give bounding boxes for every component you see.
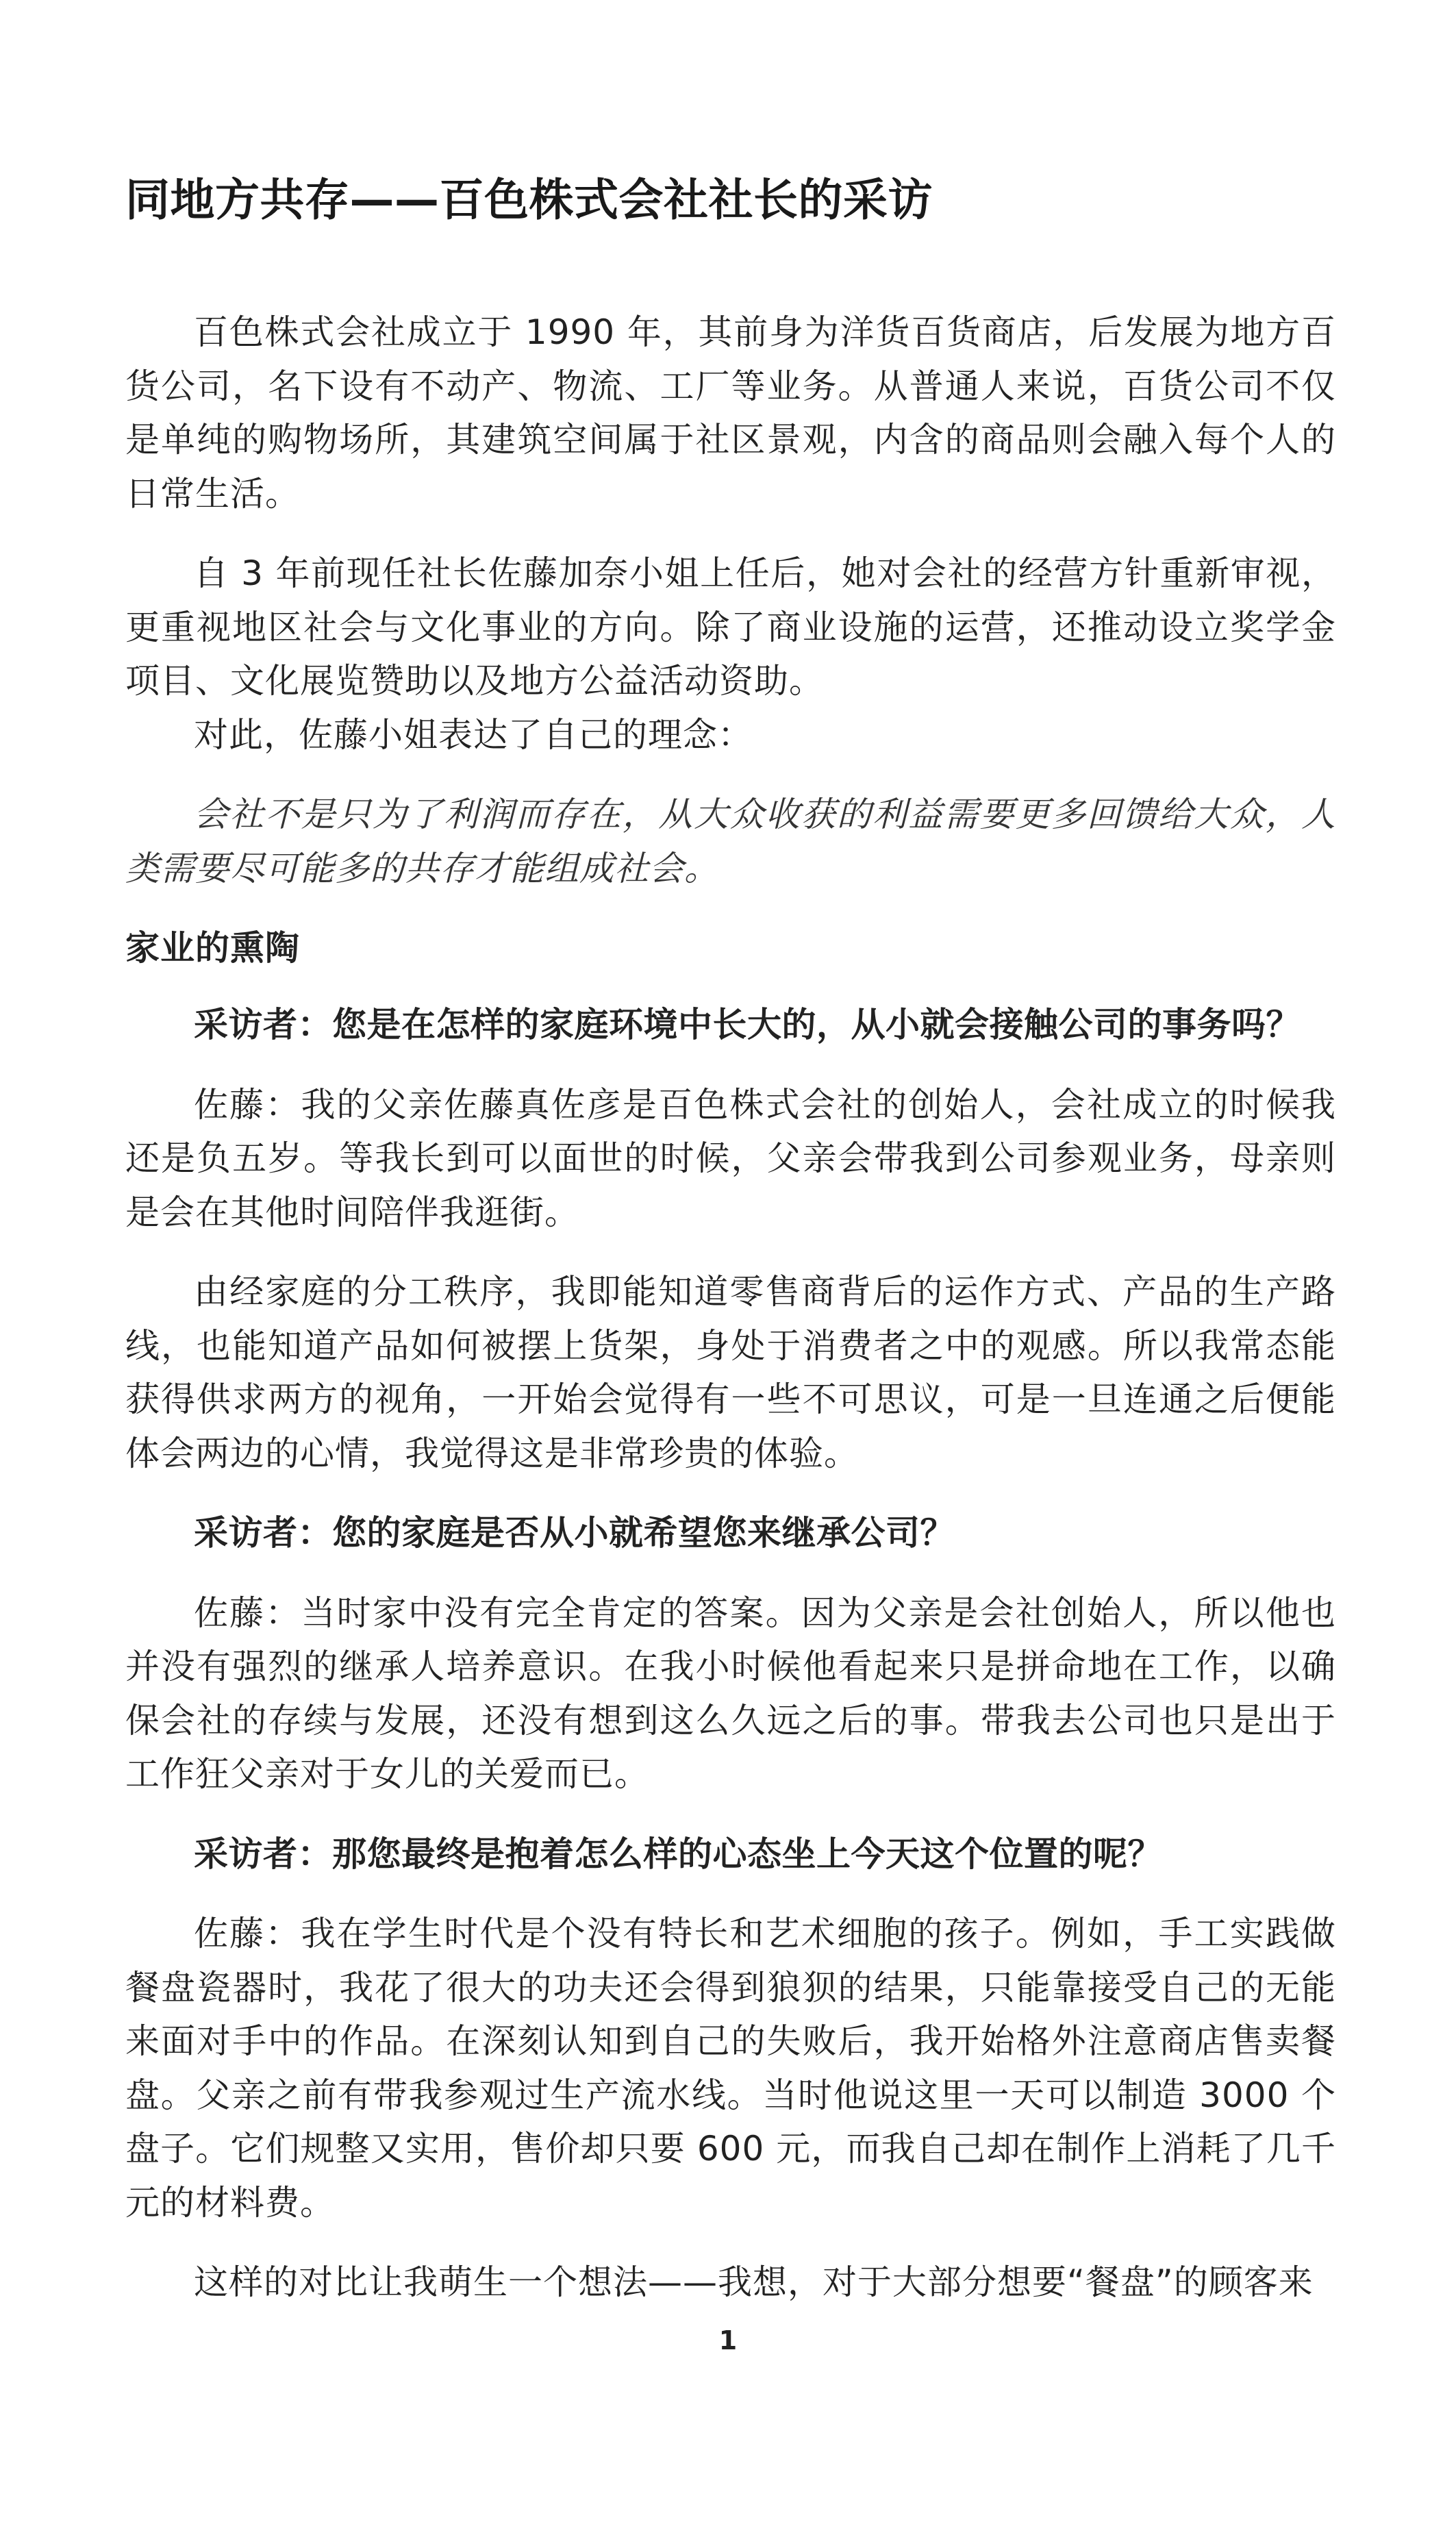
interview-answer: 佐藤：我的父亲佐藤真佐彦是百色株式会社的创始人，会社成立的时候我还是负五岁。等我长到可以面世的时候，父亲会带我到公司参观业务，母亲则是会在其他时间陪伴我逛街。 (125, 1084, 1336, 1232)
interview-answer: 这样的对比让我萌生一个想法——我想，对于大部分想要“餐盘”的顾客来 (194, 2262, 1314, 2302)
section-heading: 家业的熏陶 (125, 928, 300, 968)
interview-question: 采访者：您的家庭是否从小就希望您来继承公司？ (194, 1513, 955, 1553)
interview-question: 采访者：那您最终是抱着怎么样的心态坐上今天这个位置的呢？ (194, 1834, 1162, 1874)
intro-paragraph-2: 自 3 年前现任社长佐藤加奈小姐上任后，她对会社的经营方针重新审视，更重视地区社会与文化事业的方向。除了商业设施的运营，还推动设立奖学金项目、文化展览赞助以及地方公益活动资助。 (125, 553, 1336, 701)
intro-paragraph-1: 百色株式会社成立于 1990 年，其前身为洋货百货商店，后发展为地方百货公司，名下设有不动产、物流、工厂等业务。从普通人来说，百货公司不仅是单纯的购物场所，其建筑空间属于社区景观，内含的商品则会融入每个人的日常生活。 (125, 312, 1336, 514)
interview-answer: 佐藤：当时家中没有完全肯定的答案。因为父亲是会社创始人，所以他也并没有强烈的继承人培养意识。在我小时候他看起来只是拼命地在工作，以确保会社的存续与发展，还没有想到这么久远之后的事。带我去公司也只是出于工作狂父亲对于女儿的关爱而已。 (125, 1592, 1336, 1794)
intro-paragraph-3: 对此，佐藤小姐表达了自己的理念： (194, 714, 753, 755)
president-quote: 会社不是只为了利润而存在，从大众收获的利益需要更多回馈给大众，人类需要尽可能多的共存才能组成社会。 (125, 795, 1336, 888)
interview-answer: 由经家庭的分工秩序，我即能知道零售商背后的运作方式、产品的生产路线，也能知道产品如何被摆上货架，身处于消费者之中的观感。所以我常态能获得供求两方的视角，一开始会觉得有一些不可思议，可是一旦连通之后便能体会两边的心情，我觉得这是非常珍贵的体验。 (125, 1272, 1336, 1473)
interview-question: 采访者：您是在怎样的家庭环境中长大的，从小就会接触公司的事务吗？ (194, 1005, 1301, 1045)
article-title: 同地方共存——百色株式会社社长的采访 (125, 175, 933, 226)
page-number: 1 (718, 2325, 738, 2356)
interview-answer: 佐藤：我在学生时代是个没有特长和艺术细胞的孩子。例如，手工实践做餐盘瓷器时，我花了很大的功夫还会得到狼狈的结果，只能靠接受自己的无能来面对手中的作品。在深刻认知到自己的失败后，我开始格外注意商店售卖餐盘。父亲之前有带我参观过生产流水线。当时他说这里一天可以制造 3000 个盘子。它们规整又实用，售价却只要 600 元，而我自己却在制作上消耗了几千元的材料费。 (125, 1914, 1336, 2223)
